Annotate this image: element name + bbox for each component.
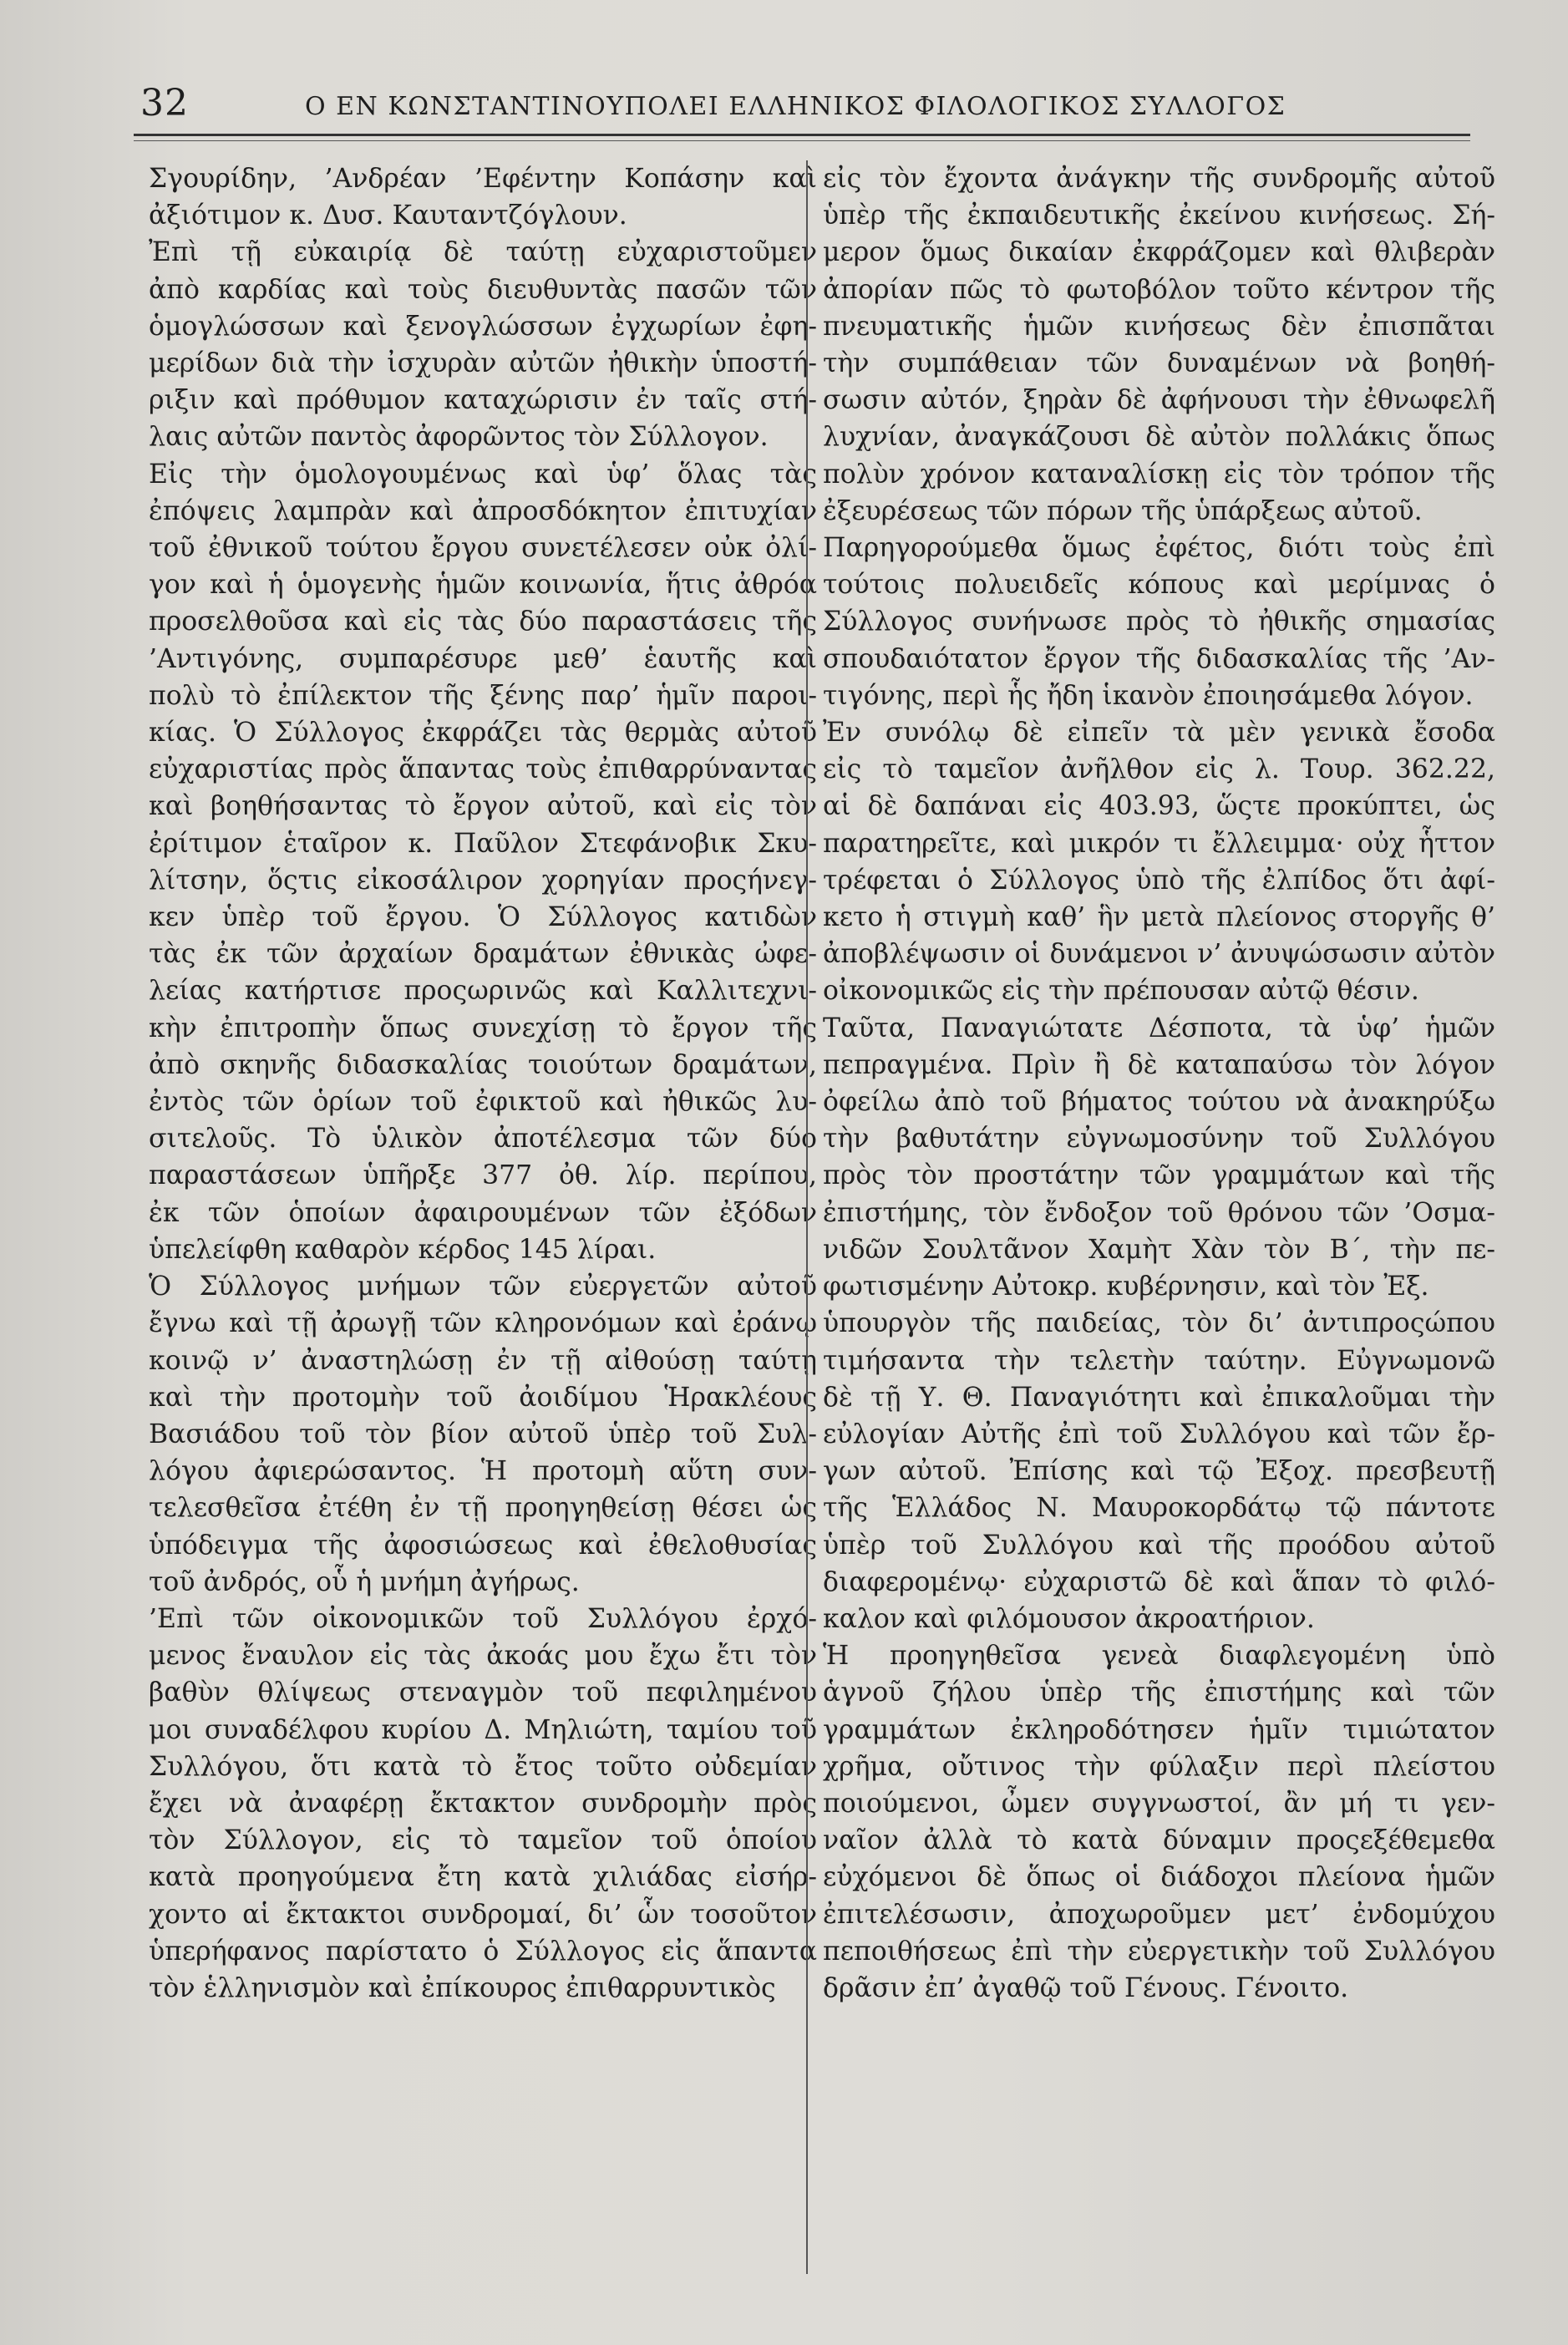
text-line: κὴν ἐπιτροπὴν ὅπως συνεχίσῃ τὸ ἔργον τῆς [149,1013,817,1043]
text-line: ἀπὸ καρδίας καὶ τοὺς διευθυντὰς πασῶν τῶν [149,274,817,305]
text-line: ἐπόψεις λαμπρὰν καὶ ἀπροσδόκητον ἐπιτυχίαν [149,495,817,526]
text-line: γον καὶ ἡ ὁμογενὴς ἡμῶν κοινωνία, ἥτις ἀθρόα [149,570,817,601]
text-line: προσελθοῦσα καὶ εἰς τὰς δύο παραστάσεις τῆς [149,607,817,637]
text-line: τοῦ ἀνδρός, οὗ ἡ μνήμη ἀγήρως. [149,1566,580,1597]
text-line: Σύλλογος συνήνωσε πρὸς τὸ ἠθικῆς σημασίας [823,607,1495,637]
text-line: λείας κατήρτισε προςωρινῶς καὶ Καλλιτεχνι- [149,976,817,1007]
text-line: ἔγνω καὶ τῇ ἀρωγῇ τῶν κληρονόμων καὶ ἐράνῳ [149,1308,817,1339]
text-line: μοι συναδέλφου κυρίου Δ. Μηλιώτη, ταμίου τοῦ [149,1714,817,1745]
text-line: ὑπόδειγμα τῆς ἀφοσιώσεως καὶ ἐθελοθυσίας [149,1530,817,1561]
text-line: ὑπὲρ τοῦ Συλλόγου καὶ τῆς προόδου αὐτοῦ [823,1530,1495,1561]
text-line: Βασιάδου τοῦ τὸν βίον αὐτοῦ ὑπὲρ τοῦ Συλ- [149,1419,817,1449]
page-header [134,77,1470,135]
text-line: ὑπουργὸν τῆς παιδείας, τὸν δι’ ἀντιπροςώπου [823,1308,1495,1339]
header-rule [134,134,1470,136]
text-line: τιγόνης, περὶ ἧς ἤδη ἱκανὸν ἐποιησάμεθα λόγον. [823,680,1474,711]
text-line: καὶ τὴν προτομὴν τοῦ ἀοιδίμου Ἡρακλέους [149,1382,817,1413]
text-line: τὴν συμπάθειαν τῶν δυναμένων νὰ βοηθή- [823,348,1495,379]
text-line: ἐπιτελέσωσιν, ἀποχωροῦμεν μετ’ ἐνδομύχου [823,1899,1495,1930]
text-line: κετο ἡ στιγμὴ καθ’ ἣν μετὰ πλείονος στοργῆς θ’ [823,902,1495,933]
text-line: δὲ τῇ Υ. Θ. Παναγιότητι καὶ ἐπικαλοῦμαι τὴν [823,1382,1495,1413]
text-line: ἐκ τῶν ὁποίων ἀφαιρουμένων τῶν ἐξόδων [149,1197,817,1228]
text-line: κεν ὑπὲρ τοῦ ἔργου. Ὁ Σύλλογος κατιδὼν [149,902,817,933]
text-line: ἀπὸ σκηνῆς διδασκαλίας τοιούτων δραμάτων, [149,1049,817,1080]
text-line: ὁμογλώσσων καὶ ξενογλώσσων ἐγχωρίων ἐφη- [149,311,817,342]
text-line: γων αὐτοῦ. Ἐπίσης καὶ τῷ Ἐξοχ. πρεσβευτῇ [823,1456,1495,1487]
text-line: ἀπορίαν πῶς τὸ φωτοβόλον τοῦτο κέντρον τῆς [823,274,1495,305]
text-line: Ἡ προηγηθεῖσα γενεὰ διαφλεγομένη ὑπὸ [823,1641,1495,1672]
text-line: αἱ δὲ δαπάναι εἰς 403.93, ὥςτε προκύπτει, ὡς [823,791,1495,822]
text-line: κοινῷ ν’ ἀναστηλώσῃ ἐν τῇ αἰθούσῃ ταύτῃ [149,1345,817,1376]
column-divider [806,160,808,2274]
text-line: εὐχαριστίας πρὸς ἅπαντας τοὺς ἐπιθαρρύναντας [149,754,817,785]
text-line: Ὁ Σύλλογος μνήμων τῶν εὐεργετῶν αὐτοῦ [149,1271,817,1302]
text-line: ὑπελείφθη καθαρὸν κέρδος 145 λίραι. [149,1234,657,1265]
text-line: κίας. Ὁ Σύλλογος ἐκφράζει τὰς θερμὰς αὐτοῦ [149,718,817,749]
text-line: οἰκονομικῶς εἰς τὴν πρέπουσαν αὐτῷ θέσιν. [823,976,1419,1007]
text-line: Παρηγορούμεθα ὅμως ἐφέτος, διότι τοὺς ἐπὶ [823,533,1495,564]
text-line: εὐλογίαν Αὐτῆς ἐπὶ τοῦ Συλλόγου καὶ τῶν ἔρ- [823,1419,1495,1449]
text-line: πολὺ τὸ ἐπίλεκτον τῆς ξένης παρ’ ἡμῖν παροι- [149,680,817,711]
text-line: χοντο αἱ ἔκτακτοι συνδρομαί, δι’ ὧν τοσοῦτον [149,1899,817,1930]
header-rule-thin [134,140,1470,141]
text-line: τὸν ἑλληνισμὸν καὶ ἐπίκουρος ἐπιθαρρυντικὸς [149,1972,776,2003]
text-line: παραστάσεων ὑπῆρξε 377 ὀθ. λίρ. περίπου, [149,1160,817,1191]
text-line: ἐντὸς τῶν ὁρίων τοῦ ἐφικτοῦ καὶ ἠθικῶς λυ- [149,1087,817,1118]
running-title: Ο ΕΝ ΚΩΝΣΤΑΝΤΙΝΟΥΠΟΛΕΙ ΕΛΛΗΝΙΚΟΣ ΦΙΛΟΛΟΓΙΚΟΣ ΣΥΛΛΟΓΟΣ [305,92,1286,121]
text-line: ’Αντιγόνης, συμπαρέσυρε μεθ’ ἑαυτῆς καὶ [149,643,817,674]
text-line: κατὰ προηγούμενα ἔτη κατὰ χιλιάδας εἰσήρ- [149,1862,817,1893]
text-line: λίτσην, ὅςτις εἰκοσάλιρον χορηγίαν προςήνεγ- [149,865,817,896]
text-line: ’Επὶ τῶν οἰκονομικῶν τοῦ Συλλόγου ἐρχό- [149,1603,817,1634]
text-line: μενος ἔναυλον εἰς τὰς ἀκοάς μου ἔχω ἔτι τὸν [149,1641,817,1672]
text-line: πεπραγμένα. Πρὶν ἢ δὲ καταπαύσω τὸν λόγον [823,1049,1495,1080]
text-line: Εἰς τὴν ὁμολογουμένως καὶ ὑφ’ ὅλας τὰς [149,459,817,490]
text-line: φωτισμένην Αὐτοκρ. κυβέρνησιν, καὶ τὸν Ἐξ. [823,1271,1429,1302]
text-line: παρατηρεῖτε, καὶ μικρόν τι ἔλλειμμα· οὐχ ἧττον [823,828,1495,859]
text-line: σπουδαιότατον ἔργον τῆς διδασκαλίας τῆς ’Αν- [823,643,1495,674]
text-line: τῆς Ἑλλάδος Ν. Μαυροκορδάτῳ τῷ πάντοτε [823,1493,1495,1524]
text-line: Ἐπὶ τῇ εὐκαιρίᾳ δὲ ταύτῃ εὐχαριστοῦμεν [149,237,817,268]
text-line: Ἐν συνόλῳ δὲ εἰπεῖν τὰ μὲν γενικὰ ἔσοδα [823,718,1495,749]
text-line: πολὺν χρόνον καταναλίσκῃ εἰς τὸν τρόπον τῆς [823,459,1495,490]
text-line: ἐπιστήμης, τὸν ἔνδοξον τοῦ θρόνου τῶν ’Οσμα- [823,1197,1495,1228]
text-line: ἐξευρέσεως τῶν πόρων τῆς ὑπάρξεως αὐτοῦ. [823,495,1423,526]
text-line: λαις αὐτῶν παντὸς ἀφορῶντος τὸν Σύλλογον. [149,422,769,453]
text-line: διαφερομένῳ· εὐχαριστῶ δὲ καὶ ἅπαν τὸ φιλό- [823,1566,1495,1597]
text-line: ὑπὲρ τῆς ἐκπαιδευτικῆς ἐκείνου κινήσεως. Σή- [823,200,1495,231]
text-line: τιμήσαντα τὴν τελετὴν ταύτην. Εὐγνωμονῶ [823,1345,1495,1376]
text-line: Συλλόγου, ὅτι κατὰ τὸ ἔτος τοῦτο οὐδεμίαν [149,1751,817,1782]
text-line: ριξιν καὶ πρόθυμον καταχώρισιν ἐν ταῖς στή- [149,385,817,416]
text-line: ἔχει νὰ ἀναφέρῃ ἔκτακτον συνδρομὴν πρὸς [149,1788,817,1819]
text-line: ἁγνοῦ ζήλου ὑπὲρ τῆς ἐπιστήμης καὶ τῶν [823,1678,1495,1708]
text-line: πεποιθήσεως ἐπὶ τὴν εὐεργετικὴν τοῦ Συλλόγου [823,1936,1495,1967]
text-line: τοῦ ἐθνικοῦ τούτου ἔργου συνετέλεσεν οὐκ ὀλί- [149,533,817,564]
text-line: σιτελοῦς. Τὸ ὑλικὸν ἀποτέλεσμα τῶν δύο [149,1124,817,1155]
text-line: ποιούμενοι, ὦμεν συγγνωστοί, ἂν μή τι γεν- [823,1788,1495,1819]
text-line: τελεσθεῖσα ἐτέθη ἐν τῇ προηγηθείσῃ θέσει ὡς [149,1493,817,1524]
text-line: τούτοις πολυειδεῖς κόπους καὶ μερίμνας ὁ [823,570,1495,601]
text-line: νιδῶν Σουλτᾶνον Χαμὴτ Χὰν τὸν Β΄, τὴν πε- [823,1234,1495,1265]
text-line: σωσιν αὐτόν, ξηρὰν δὲ ἀφήνουσι τὴν ἐθνωφελῆ [823,385,1495,416]
text-line: βαθὺν θλίψεως στεναγμὸν τοῦ πεφιλημένου [149,1678,817,1708]
text-line: εἰς τὸν ἔχοντα ἀνάγκην τῆς συνδρομῆς αὐτοῦ [823,164,1495,194]
text-line: ἀποβλέψωσιν οἱ δυνάμενοι ν’ ἀνυψώσωσιν αὐτὸν [823,939,1495,970]
text-line: εἰς τὸ ταμεῖον ἀνῆλθον εἰς λ. Τουρ. 362.22, [823,754,1495,785]
text-line: γραμμάτων ἐκληροδότησεν ἡμῖν τιμιώτατον [823,1714,1495,1745]
text-line: πρὸς τὸν προστάτην τῶν γραμμάτων καὶ τῆς [823,1160,1495,1191]
text-line: ἀξιότιμον κ. Δυσ. Καυταντζόγλουν. [149,200,627,231]
right-column [823,160,1495,2007]
page-number: 32 [140,82,189,124]
text-line: τὰς ἐκ τῶν ἀρχαίων δραμάτων ἐθνικὰς ὠφε- [149,939,817,970]
text-line: ἐρίτιμον ἑταῖρον κ. Παῦλον Στεφάνοβικ Σκυ- [149,828,817,859]
text-line: τὴν βαθυτάτην εὐγνωμοσύνην τοῦ Συλλόγου [823,1124,1495,1155]
text-line: μερίδων διὰ τὴν ἰσχυρὰν αὐτῶν ἠθικὴν ὑποστή- [149,348,817,379]
text-line: Σγουρίδην, ’Ανδρέαν ’Εφέντην Κοπάσην καὶ [149,164,817,194]
text-line: δρᾶσιν ἐπ’ ἀγαθῷ τοῦ Γένους. Γένοιτο. [823,1972,1349,2003]
text-line: μερον ὅμως δικαίαν ἐκφράζομεν καὶ θλιβερὰν [823,237,1495,268]
text-line: Ταῦτα, Παναγιώτατε Δέσποτα, τὰ ὑφ’ ἡμῶν [823,1013,1495,1043]
text-line: τρέφεται ὁ Σύλλογος ὑπὸ τῆς ἐλπίδος ὅτι ἀφί- [823,865,1495,896]
text-line: καλον καὶ φιλόμουσον ἀκροατήριον. [823,1603,1315,1634]
text-line: καὶ βοηθήσαντας τὸ ἔργον αὐτοῦ, καὶ εἰς τὸν [149,791,817,822]
text-line: λυχνίαν, ἀναγκάζουσι δὲ αὐτὸν πολλάκις ὅπως [823,422,1495,453]
text-line: ὑπερήφανος παρίστατο ὁ Σύλλογος εἰς ἅπαντα [149,1936,817,1967]
text-line: λόγου ἀφιερώσαντος. Ἡ προτομὴ αὕτη συν- [149,1456,817,1487]
text-line: πνευματικῆς ἡμῶν κινήσεως δὲν ἐπισπᾶται [823,311,1495,342]
text-line: εὐχόμενοι δὲ ὅπως οἱ διάδοχοι πλείονα ἡμῶν [823,1862,1495,1893]
text-line: ὀφείλω ἀπὸ τοῦ βήματος τούτου νὰ ἀνακηρύξω [823,1087,1495,1118]
text-line: ναῖον ἀλλὰ τὸ κατὰ δύναμιν προςεξέθεμεθα [823,1825,1495,1856]
text-line: τὸν Σύλλογον, εἰς τὸ ταμεῖον τοῦ ὁποίου [149,1825,817,1856]
left-column [149,160,817,2007]
text-line: χρῆμα, οὔτινος τὴν φύλαξιν περὶ πλείστου [823,1751,1495,1782]
